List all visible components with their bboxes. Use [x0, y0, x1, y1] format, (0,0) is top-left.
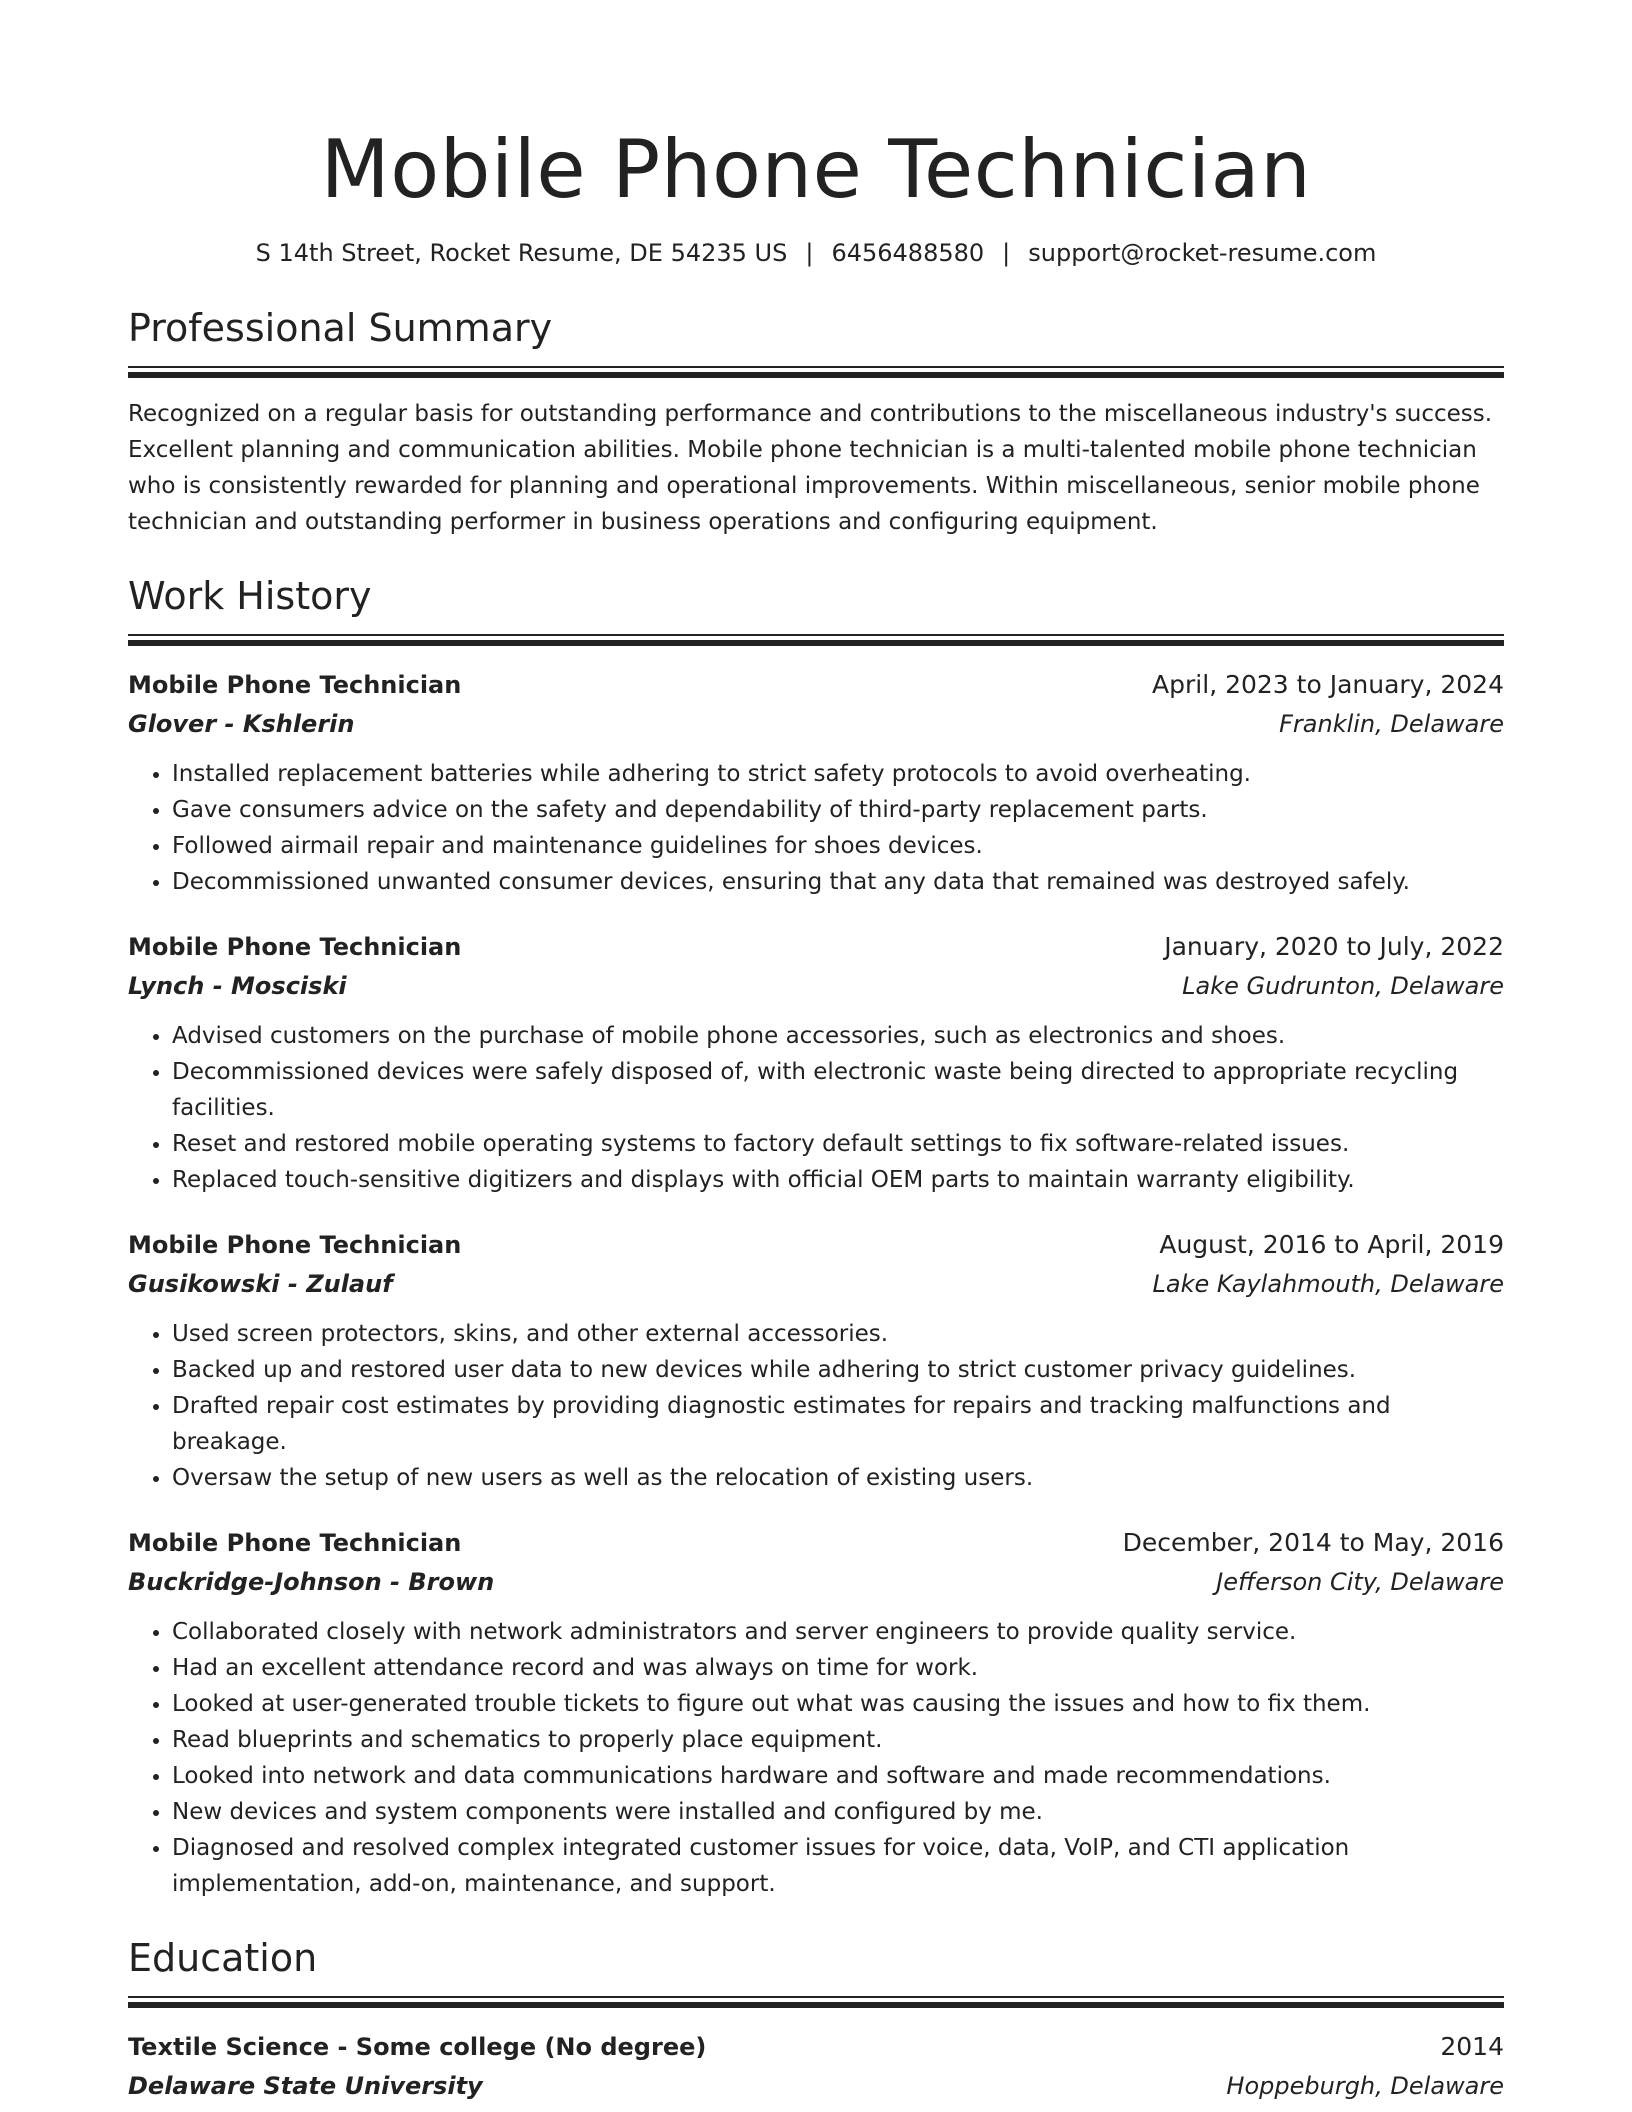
job-dates: August, 2016 to April, 2019 — [1159, 1230, 1504, 1259]
section-heading-work-history: Work History — [128, 574, 372, 618]
job-bullet: • Decommissioned devices were safely disposed of, with electronic waste being directed to appropriate recycling facilities. — [172, 1054, 1504, 1126]
job-bullet: • Reset and restored mobile operating systems to factory default settings to fix software-related issues. — [172, 1126, 1504, 1162]
job-bullet: • Gave consumers advice on the safety and dependability of third-party replacement parts. — [172, 792, 1504, 828]
page-title: Mobile Phone Technician — [320, 123, 1312, 216]
job-subheader — [128, 1562, 1504, 1602]
job-company: Lynch - Mosciski — [128, 972, 347, 1000]
job-entry — [128, 1226, 1504, 1496]
job-bullet: • Used screen protectors, skins, and other external accessories. — [172, 1316, 1504, 1352]
contact-separator: | — [1002, 239, 1011, 267]
summary-section — [128, 302, 1504, 540]
job-subheader — [128, 966, 1504, 1006]
job-company: Gusikowski - Zulauf — [128, 1270, 393, 1298]
job-location: Lake Gudrunton, Delaware — [1182, 972, 1504, 1000]
job-bullet: • Advised customers on the purchase of mobile phone accessories, such as electronics and shoes. — [172, 1018, 1504, 1054]
job-bullets — [128, 1316, 1504, 1496]
job-dates: December, 2014 to May, 2016 — [1122, 1528, 1504, 1557]
job-bullet: • Diagnosed and resolved complex integrated customer issues for voice, data, VoIP, and CTI application implementation, add-on, maintenance, and support. — [172, 1830, 1504, 1902]
job-title: Mobile Phone Technician — [128, 1529, 462, 1557]
job-location: Jefferson City, Delaware — [1216, 1568, 1504, 1596]
job-bullet: • Installed replacement batteries while adhering to strict safety protocols to avoid overheating. — [172, 756, 1504, 792]
job-bullets — [128, 756, 1504, 900]
job-title: Mobile Phone Technician — [128, 1231, 462, 1259]
contact-email: support@rocket-resume.com — [1028, 239, 1377, 267]
education-year: 2014 — [1440, 2032, 1504, 2061]
job-bullet: • Backed up and restored user data to new devices while adhering to strict customer privacy guidelines. — [172, 1352, 1504, 1388]
job-title: Mobile Phone Technician — [128, 933, 462, 961]
job-company: Glover - Kshlerin — [128, 710, 355, 738]
job-entry — [128, 1524, 1504, 1902]
education-entry — [128, 2028, 1504, 2106]
section-divider — [128, 1996, 1504, 2008]
job-bullet: • Oversaw the setup of new users as well as the relocation of existing users. — [172, 1460, 1504, 1496]
job-bullet: • Collaborated closely with network administrators and server engineers to provide quality service. — [172, 1614, 1504, 1650]
job-bullets — [128, 1614, 1504, 1902]
job-bullet: • New devices and system components were installed and configured by me. — [172, 1794, 1504, 1830]
education-location: Hoppeburgh, Delaware — [1226, 2072, 1504, 2100]
section-heading-education: Education — [128, 1936, 318, 1980]
job-bullet: • Drafted repair cost estimates by providing diagnostic estimates for repairs and tracking malfunctions and breakage. — [172, 1388, 1504, 1460]
job-entry — [128, 666, 1504, 900]
job-header — [128, 1226, 1504, 1264]
section-divider — [128, 366, 1504, 378]
job-bullet: • Looked into network and data communications hardware and software and made recommendations. — [172, 1758, 1504, 1794]
education-subheader — [128, 2066, 1504, 2106]
job-location: Lake Kaylahmouth, Delaware — [1152, 1270, 1504, 1298]
job-entry — [128, 928, 1504, 1198]
education-school: Delaware State University — [128, 2072, 483, 2100]
education-header — [128, 2028, 1504, 2066]
job-dates: April, 2023 to January, 2024 — [1152, 670, 1504, 699]
job-bullet: • Decommissioned unwanted consumer devices, ensuring that any data that remained was destroyed safely. — [172, 864, 1504, 900]
job-subheader — [128, 1264, 1504, 1304]
education-section — [128, 1932, 1504, 2106]
work-history-section — [128, 570, 1504, 1902]
job-company: Buckridge-Johnson - Brown — [128, 1568, 495, 1596]
section-divider — [128, 634, 1504, 646]
job-header — [128, 1524, 1504, 1562]
education-degree: Textile Science - Some college (No degree) — [128, 2033, 707, 2061]
job-bullets — [128, 1018, 1504, 1198]
contact-line — [128, 236, 1504, 270]
job-title: Mobile Phone Technician — [128, 671, 462, 699]
job-bullet: • Replaced touch-sensitive digitizers and displays with official OEM parts to maintain warranty eligibility. — [172, 1162, 1504, 1198]
summary-text: Recognized on a regular basis for outstanding performance and contributions to the miscellaneous industry's success. Excellent planning and communication abilities. Mobile phone technician is a multi-talented mobile phone technician who is consistently rewarded for planning and operational improvements. Within miscellaneous, senior mobile phone technician and outstanding performer in business operations and configuring equipment. — [128, 401, 1493, 535]
job-bullet: • Read blueprints and schematics to properly place equipment. — [172, 1722, 1504, 1758]
job-bullet: • Looked at user-generated trouble tickets to figure out what was causing the issues and how to fix them. — [172, 1686, 1504, 1722]
contact-address: S 14th Street, Rocket Resume, DE 54235 US — [255, 239, 788, 267]
job-header — [128, 928, 1504, 966]
section-heading-summary: Professional Summary — [128, 306, 553, 350]
job-bullet: • Followed airmail repair and maintenance guidelines for shoes devices. — [172, 828, 1504, 864]
job-bullet: • Had an excellent attendance record and was always on time for work. — [172, 1650, 1504, 1686]
job-location: Franklin, Delaware — [1279, 710, 1504, 738]
job-header — [128, 666, 1504, 704]
contact-phone: 6456488580 — [831, 239, 985, 267]
job-dates: January, 2020 to July, 2022 — [1164, 932, 1504, 961]
job-subheader — [128, 704, 1504, 744]
contact-separator: | — [805, 239, 814, 267]
